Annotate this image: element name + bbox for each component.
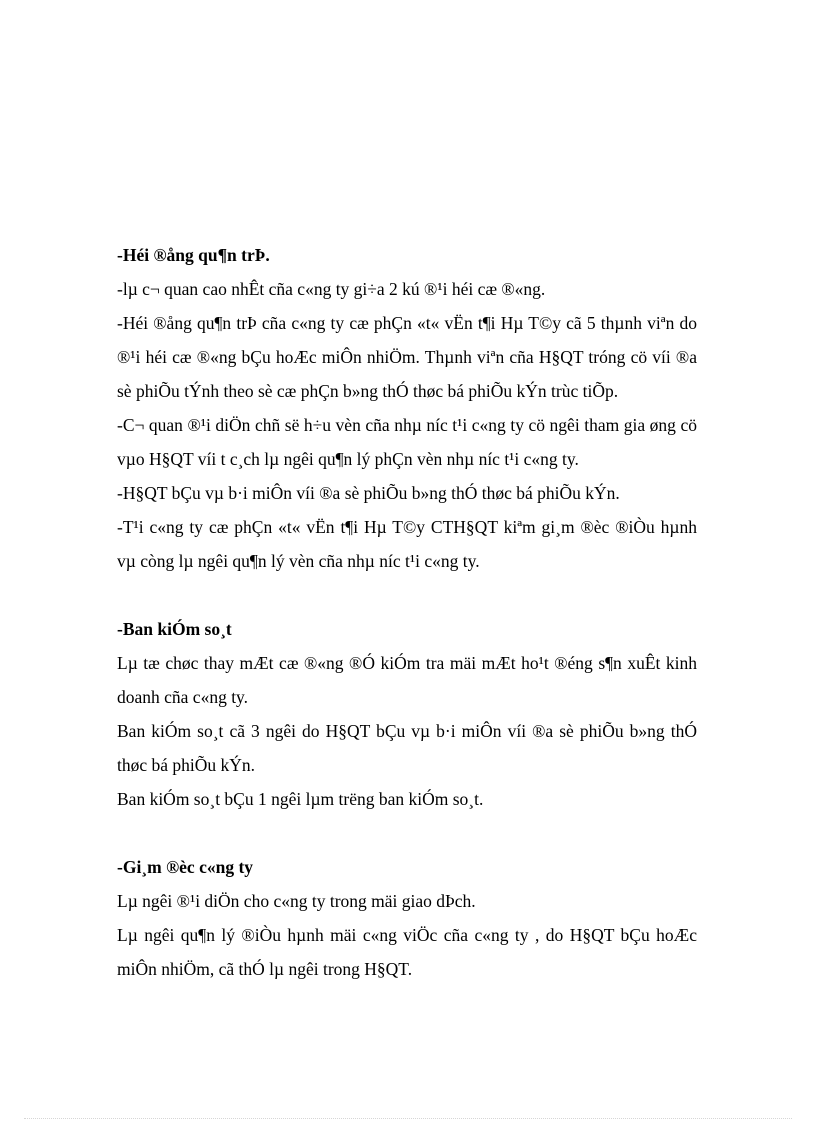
section-heading: -Gi¸m ®èc c«ng ty <box>117 857 254 877</box>
paragraph: -T¹i c«ng ty cæ phÇn «t« vËn t¶i Hµ T©y CTH§QT kiªm gi¸m ®èc ®iÒu hµnh vµ còng lµ ngêi qu¶n lý vèn cña nhµ níc t¹i c«ng ty. <box>117 517 697 571</box>
section-heading: -Héi ®ång qu¶n trÞ. <box>117 245 270 265</box>
paragraph: -Héi ®ång qu¶n trÞ cña c«ng ty cæ phÇn «t« vËn t¶i Hµ T©y cã 5 thµnh viªn do ®¹i héi cæ ®«ng bÇu hoÆc miÔn nhiÖm. Thµnh viªn cña H§QT tróng cö víi ®a sè phiÕu tÝnh theo sè cæ phÇn b»ng thÓ thøc bá phiÕu kÝn trùc tiÕp. <box>117 313 697 401</box>
section-board-of-directors <box>117 238 697 578</box>
page-bottom-divider <box>24 1118 792 1119</box>
paragraph: -lµ c¬ quan cao nhÊt cña c«ng ty gi÷a 2 kú ®¹i héi cæ ®«ng. <box>117 279 546 299</box>
paragraph: Ban kiÓm so¸t bÇu 1 ngêi lµm trëng ban kiÓm so¸t. <box>117 789 484 809</box>
paragraph: -C¬ quan ®¹i diÖn chñ së h÷u vèn cña nhµ níc t¹i c«ng ty cö ngêi tham gia øng cö vµo H§QT víi t c¸ch lµ ngêi qu¶n lý phÇn vèn nhµ níc t¹i c«ng ty. <box>117 415 697 469</box>
section-company-director <box>117 850 697 986</box>
paragraph: Ban kiÓm so¸t cã 3 ngêi do H§QT bÇu vµ b·i miÔn víi ®a sè phiÕu b»ng thÓ thøc bá phiÕu kÝn. <box>117 721 697 775</box>
document-body <box>117 238 697 986</box>
section-heading: -Ban kiÓm so¸t <box>117 619 232 639</box>
paragraph: Lµ ngêi qu¶n lý ®iÒu hµnh mäi c«ng viÖc cña c«ng ty , do H§QT bÇu hoÆc miÔn nhiÖm, cã thÓ lµ ngêi trong H§QT. <box>117 925 697 979</box>
paragraph: Lµ tæ chøc thay mÆt cæ ®«ng ®Ó kiÓm tra mäi mÆt ho¹t ®éng s¶n xuÊt kinh doanh cña c«ng ty. <box>117 653 697 707</box>
section-supervisory-board <box>117 612 697 816</box>
paragraph: Lµ ngêi ®¹i diÖn cho c«ng ty trong mäi giao dÞch. <box>117 891 476 911</box>
paragraph: -H§QT bÇu vµ b·i miÔn víi ®a sè phiÕu b»ng thÓ thøc bá phiÕu kÝn. <box>117 483 620 503</box>
